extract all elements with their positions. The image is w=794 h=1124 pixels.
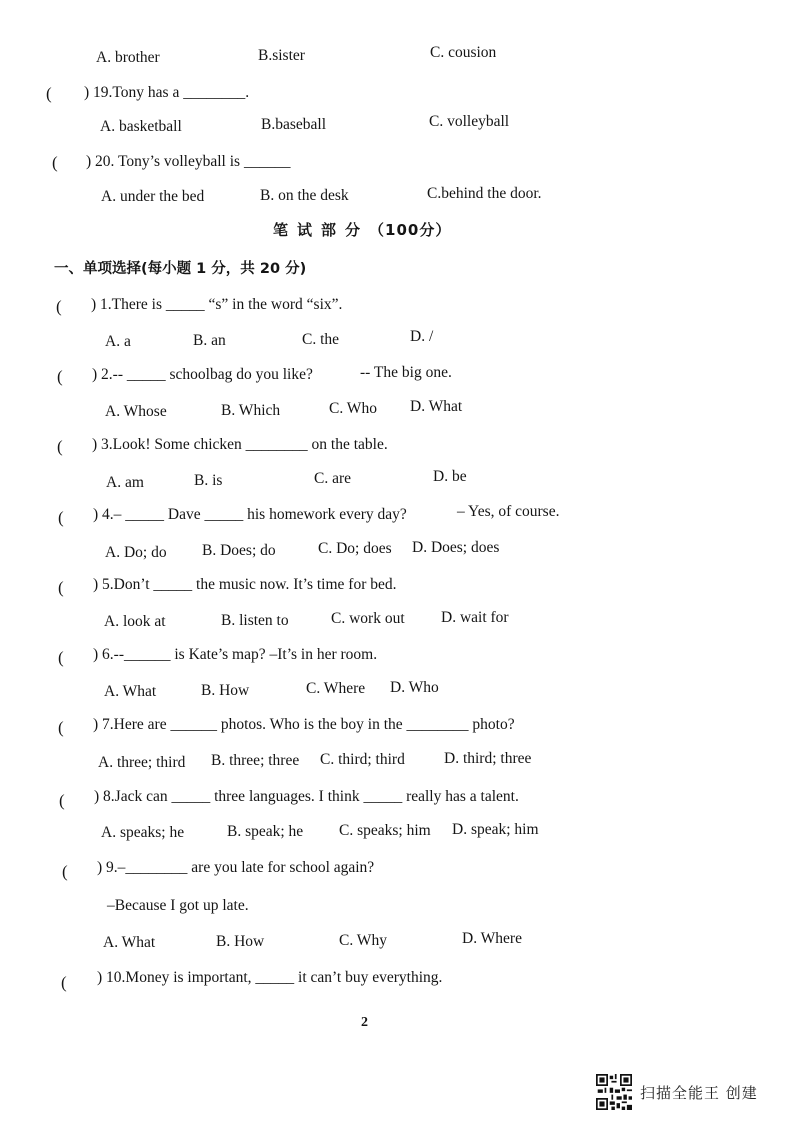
q7-text: ) 7.Here are ______ photos. Who is the boy in the ________ photo?: [93, 716, 515, 733]
q3-paren: (: [57, 437, 63, 456]
q2-paren: (: [57, 367, 63, 386]
q20-option-a: A. under the bed: [101, 188, 205, 205]
q4-option-a: A. Do; do: [105, 544, 167, 561]
q5-option-c: C. work out: [331, 610, 405, 627]
q4-option-d: D. Does; does: [412, 539, 500, 556]
q3-text: ) 3.Look! Some chicken ________ on the table.: [92, 436, 388, 453]
q9-option-a: A. What: [103, 934, 156, 951]
q8-option-a: A. speaks; he: [101, 824, 185, 841]
q20-option-c: C.behind the door.: [427, 185, 542, 202]
q7-option-b: B. three; three: [211, 752, 300, 769]
q8-option-c: C. speaks; him: [339, 822, 431, 839]
q1-text: ) 1.There is _____ “s” in the word “six”.: [91, 296, 343, 313]
watermark-text: 扫描全能王 创建: [640, 1083, 758, 1102]
q19-option-c: C. volleyball: [429, 113, 510, 130]
q9-option-b: B. How: [216, 933, 265, 950]
q19-option-a: A. basketball: [100, 118, 182, 135]
q18-option-a: A. brother: [96, 49, 160, 66]
q2-answer-text: -- The big one.: [360, 364, 452, 381]
q1-paren: (: [56, 297, 62, 316]
q2-text: ) 2.-- _____ schoolbag do you like?: [92, 366, 313, 383]
q4-paren: (: [58, 508, 64, 527]
q3-option-c: C. are: [314, 470, 352, 487]
q1-option-c: C. the: [302, 331, 340, 348]
q3-option-d: D. be: [433, 468, 467, 485]
q9-sub-text: –Because I got up late.: [107, 897, 249, 914]
q1-option-a: A. a: [105, 333, 131, 350]
q4-answer-text: – Yes, of course.: [457, 503, 560, 520]
q5-text: ) 5.Don’t _____ the music now. It’s time for bed.: [93, 576, 397, 593]
q7-paren: (: [58, 718, 64, 737]
q2-option-b: B. Which: [221, 402, 281, 419]
q4-option-c: C. Do; does: [318, 540, 392, 557]
q20-text: ) 20. Tony’s volleyball is ______: [86, 153, 291, 170]
page-number: 2: [361, 1015, 368, 1030]
q19-paren: (: [46, 84, 52, 103]
q19-text: ) 19.Tony has a ________.: [84, 84, 250, 101]
q9-text: ) 9.–________ are you late for school again?: [97, 859, 375, 876]
q7-option-a: A. three; third: [98, 754, 186, 771]
q2-option-c: C. Who: [329, 400, 377, 417]
q5-option-a: A. look at: [104, 613, 166, 630]
q20-paren: (: [52, 153, 58, 172]
q10-text: ) 10.Money is important, _____ it can’t buy everything.: [97, 969, 443, 986]
q8-paren: (: [59, 791, 65, 810]
q1-option-d: D. /: [410, 328, 434, 345]
q19-option-b: B.baseball: [261, 116, 326, 133]
q10-paren: (: [61, 973, 67, 992]
q2-option-a: A. Whose: [105, 403, 167, 420]
q5-paren: (: [58, 578, 64, 597]
q7-option-c: C. third; third: [320, 751, 405, 768]
q4-option-b: B. Does; do: [202, 542, 276, 559]
q20-option-b: B. on the desk: [260, 187, 349, 204]
q9-paren: (: [62, 862, 68, 881]
q5-option-b: B. listen to: [221, 612, 289, 629]
q6-option-d: D. Who: [390, 679, 439, 696]
q8-option-d: D. speak; him: [452, 821, 539, 838]
part-one-heading: 一、单项选择(每小题 1 分，共 20 分): [54, 261, 307, 277]
q18-option-b: B.sister: [258, 47, 305, 64]
q5-option-d: D. wait for: [441, 609, 509, 626]
q6-text: ) 6.--______ is Kate’s map? –It’s in her room.: [93, 646, 378, 663]
q6-option-c: C. Where: [306, 680, 366, 697]
q7-option-d: D. third; three: [444, 750, 532, 767]
q9-option-d: D. Where: [462, 930, 522, 947]
q6-option-b: B. How: [201, 682, 250, 699]
q3-option-a: A. am: [106, 474, 144, 491]
q4-text: ) 4.– _____ Dave _____ his homework every day?: [93, 506, 407, 523]
scanner-watermark: [596, 1074, 758, 1110]
q8-text: ) 8.Jack can _____ three languages. I think _____ really has a talent.: [94, 788, 519, 805]
q8-option-b: B. speak; he: [227, 823, 304, 840]
qr-code-icon: [596, 1074, 632, 1110]
q9-option-c: C. Why: [339, 932, 387, 949]
q3-option-b: B. is: [194, 472, 223, 489]
q6-paren: (: [58, 648, 64, 667]
q1-option-b: B. an: [193, 332, 226, 349]
q18-option-c: C. cousion: [430, 44, 497, 61]
q6-option-a: A. What: [104, 683, 157, 700]
q2-option-d: D. What: [410, 398, 463, 415]
written-section-title: 笔试部分（100分）: [273, 221, 452, 239]
